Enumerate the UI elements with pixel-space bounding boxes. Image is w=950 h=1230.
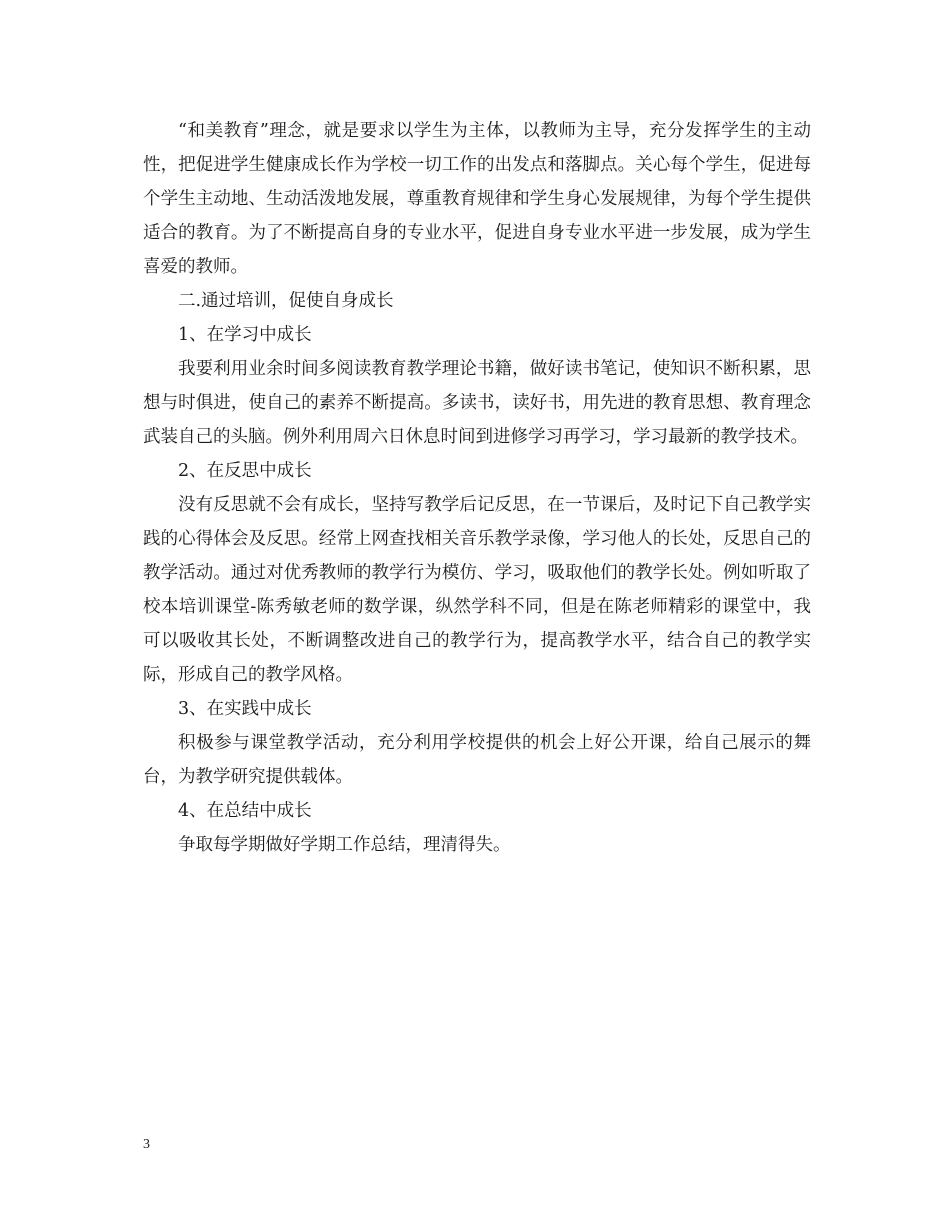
paragraph-summary: 争取每学期做好学期工作总结，理清得失。 bbox=[178, 835, 511, 855]
paragraph-learning: 我要利用业余时间多阅读教育教学理论书籍，做好读书笔记，使知识不断积累，思想与时俱进，使自己的素养不断提高。多读书，读好书，用先进的教育思想、教育理念武装自己的头脑。例外利用周六日休息时间到进修学习再学习，学习最新的教学技术。 bbox=[143, 359, 811, 447]
paragraph-practice: 积极参与课堂教学活动，充分利用学校提供的机会上好公开课，给自己展示的舞台，为教学研究提供载体。 bbox=[143, 733, 811, 787]
section-heading-training: 二.通过培训，促使自身成长 bbox=[178, 291, 394, 311]
paragraph-philosophy: “和美教育”理念，就是要求以学生为主体，以教师为主导，充分发挥学生的主动性，把促进学生健康成长作为学校一切工作的出发点和落脚点。关心每个学生，促进每个学生主动地、生动活泼地发展，尊重教育规律和学生身心发展规律，为每个学生提供适合的教育。为了不断提高自身的专业水平，促进自身专业水平进一步发展，成为学生喜爱的教师。 bbox=[143, 121, 811, 277]
subheading-learning: 1、在学习中成长 bbox=[178, 325, 312, 345]
page-number: 3 bbox=[143, 1137, 150, 1152]
subheading-summary: 4、在总结中成长 bbox=[178, 801, 312, 821]
subheading-practice: 3、在实践中成长 bbox=[178, 699, 312, 719]
subheading-reflection: 2、在反思中成长 bbox=[178, 461, 312, 481]
paragraph-reflection: 没有反思就不会有成长，坚持写教学后记反思，在一节课后，及时记下自己教学实践的心得体会及反思。经常上网查找相关音乐教学录像，学习他人的长处，反思自己的教学活动。通过对优秀教师的教学行为模仿、学习，吸取他们的教学长处。例如听取了校本培训课堂-陈秀敏老师的数学课，纵然学科不同，但是在陈老师精彩的课堂中，我可以吸收其长处，不断调整改进自己的教学行为，提高教学水平，结合自己的教学实际，形成自己的教学风格。 bbox=[143, 495, 811, 685]
document-body bbox=[143, 114, 811, 862]
